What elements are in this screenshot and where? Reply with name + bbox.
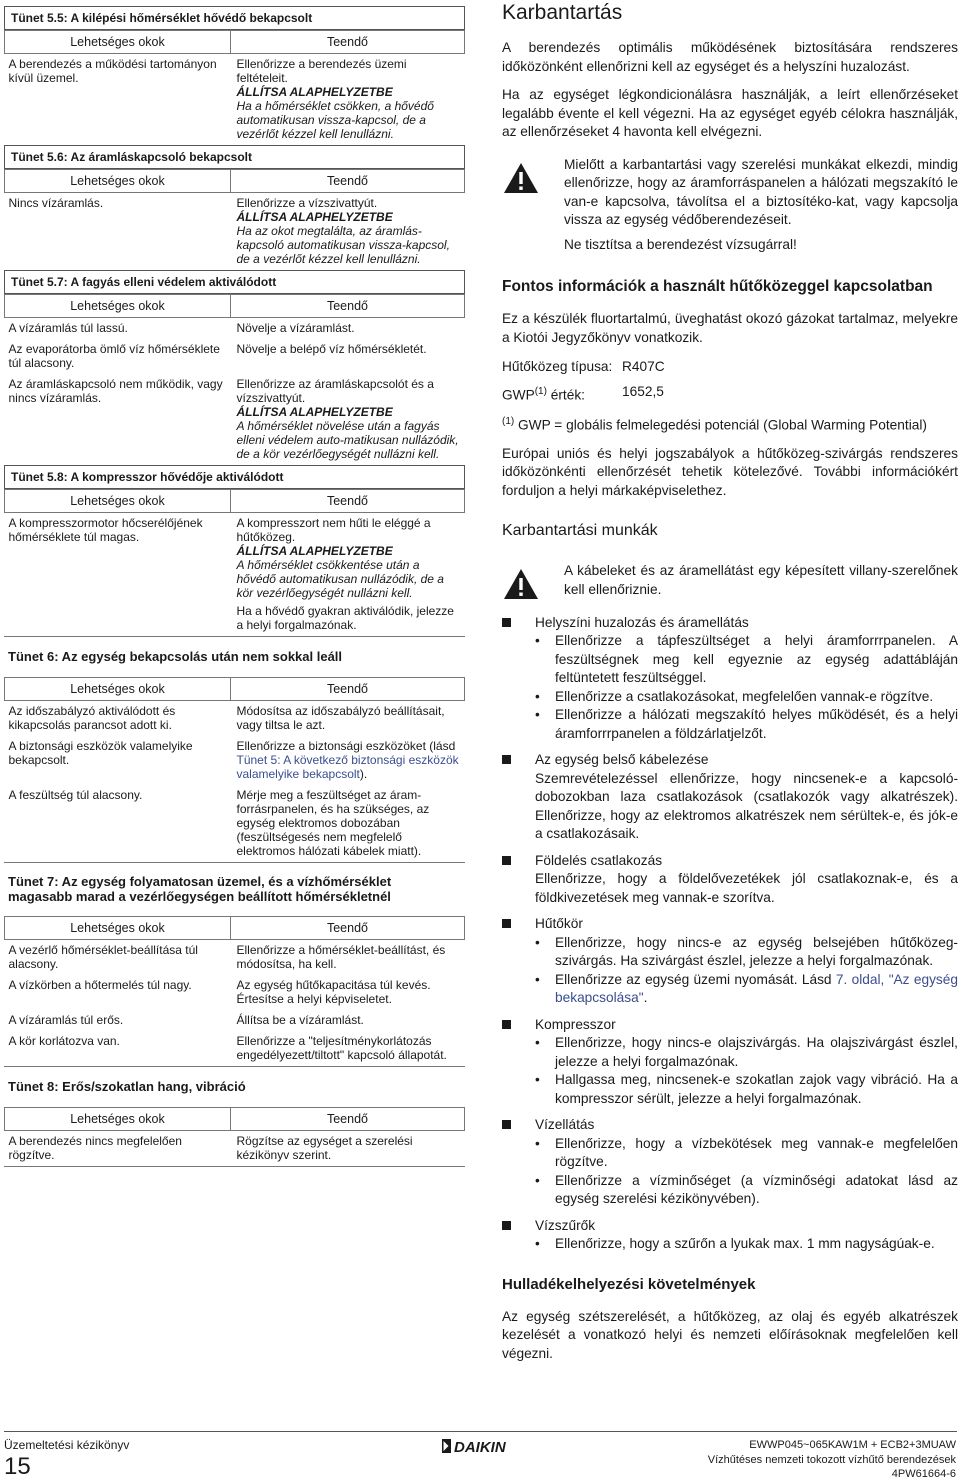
action-cell: Ellenőrizze a vízszivattyút. ÁLLÍTSA ALAPHELYZETBE Ha az okot megtalálta, az áramlás-kapcsoló automatikusan vissza-kapcsol, de a vezérlőt kézzel kell lenullázni. [236,196,450,266]
warning-text: A kábeleket és az áramellátást egy képesített villany-szerelőnek kell ellenőriznie. [564,563,958,597]
symptom-6-table [4,677,465,862]
col-action: Teendő [231,31,465,54]
waste-text: Az egység szétszerelését, a hűtőközeg, az olaj és egyéb alkatrészek kezelését a vonatkozó helyi és nemzeti előírásoknak megfelelően kell végezni. [502,1308,958,1361]
col-cause: Lehetséges okok [5,31,231,54]
symptom-5-5-table [4,30,465,145]
col-cause: Lehetséges okok [5,678,231,701]
square-bullet-icon [502,915,535,1008]
symptom-5-6-table [4,169,465,270]
col-cause: Lehetséges okok [5,917,231,940]
list-item: Az egység belső kábelezése Szemrevételezéssel ellenőrizze, hogy nincsenek-e a kapcsoló-dobozokban laza csatlakozások (csatlakozók vagy alkatrészek). Ellenőrizze, hogy az elektromos alkatrészek nem sérültek-e, és jók-e a csatlakozásaik. [502,751,958,844]
cause-cell: A berendezés nincs megfelelően rögzítve. [8,1134,182,1162]
action-cell: Rögzítse az egységet a szerelési kézikönyv szerint. [236,1134,413,1162]
eu-regulation-text: Európai uniós és helyi jogszabályok a hűtőközeg-szivárgás rendszeres időközönkénti ellenőrzését tehetik kötelezővé. További információkért forduljon a helyi márkaképviselethez. [502,445,958,498]
square-bullet-icon [502,614,535,744]
refrigerant-text: Ez a készülék fluortartalmú, üveghatást okozó gázokat tartalmaz, melyekre a Kiotói Jegyzőkönyv vonatkozik. [502,311,958,345]
col-action: Teendő [231,678,465,701]
list-item: Földelés csatlakozás Ellenőrizze, hogy a földelővezetékek jól csatlakoznak-e, és a földkivezetések meg vannak-e szorítva. [502,852,958,908]
symptom-7-table [4,916,465,1066]
cause-cell: Nincs vízáramlás. [8,196,104,210]
col-cause: Lehetséges okok [5,490,231,513]
col-action: Teendő [231,295,465,318]
list-item: Vízszűrők • Ellenőrizze, hogy a szűrőn a lyukak max. 1 mm nagyságúak-e. [502,1217,958,1254]
cause-cell: A vízkörben a hőtermelés túl nagy. [8,978,192,992]
cause-cell: A vízáramlás túl lassú. [8,321,128,335]
col-action: Teendő [231,490,465,513]
svg-text:DAIKIN: DAIKIN [454,1439,506,1454]
refrigerant-title: Fontos információk a használt hűtőközeggel kapcsolatban [502,278,933,295]
action-cell: Ellenőrizze a hőmérséklet-beállítást, és módosítsa, ha kell. [236,943,446,971]
warning-no-water-jet: Ne tisztítsa a berendezést vízsugárral! [564,236,797,252]
symptom-5-7-title: Tünet 5.7: A fagyás elleni védelem aktiválódott [4,270,465,294]
intro-paragraph-2: Ha az egységet légkondicionálásra használják, a leírt ellenőrzéseket legalább évente el kell végezni. Ha az egységet egyéb célokra használják, az ellenőrzéseket 4 havonta kell elvégezni. [502,87,958,139]
cause-cell: A berendezés a működési tartományon kívül üzemel. [8,57,217,85]
symptom-6-title: Tünet 6: Az egység bekapcsolás után nem sokkal leáll [8,649,343,664]
symptom-5-link[interactable]: Tünet 5: A következő biztonsági eszközök valamelyike bekapcsolt [236,753,459,781]
action-cell: Állítsa be a vízáramlást. [236,1013,364,1027]
symptom-8-title: Tünet 8: Erős/szokatlan hang, vibráció [8,1079,246,1094]
electrician-warning [502,562,958,606]
symptom-5-8-table [4,489,465,636]
gwp-footnote: $^{(1)}$ GWP = globális felmelegedési potenciál (Global Warming Potential) [502,415,927,433]
maintenance-title: Karbantartás [502,1,623,24]
action-cell: Ellenőrizze a "teljesítménykorlátozás engedélyezett/tiltott" kapcsoló állapotát. [236,1034,447,1062]
square-bullet-icon [502,852,535,908]
list-item: Vízellátás • Ellenőrizze, hogy a vízbekötések meg vannak-e megfelelően rögzítve. • Ellenőrizze a vízminőséget (a vízminőségi adatokat lásd az egység szerelési kézikönyvében). [502,1116,958,1209]
gwp-row: GWP$^{(1)}$ érték: 1652,5 [502,383,664,403]
page-number: 15 [4,1453,31,1480]
warning-text: Mielőtt a karbantartási vagy szerelési munkákat elkezdi, mindig ellenőrizze, hogy az áramforráspanelen a hálózati megszakító le van-e kapcsolva, távolítsa el a biztosítéko-kat, vagy kapcsolja vissza az egység védőberendezéseit. [564,156,958,227]
daikin-logo [442,1438,518,1459]
cause-cell: Az evaporátorba ömlő víz hőmérséklete túl alacsony. [8,342,220,370]
maintenance-work-title: Karbantartási munkák [502,522,658,540]
cause-cell: Az áramláskapcsoló nem működik, vagy nincs vízáramlás. [8,377,223,405]
symptom-5-8-title: Tünet 5.8: A kompresszor hővédője aktiválódott [4,465,465,489]
footer-manual-name: Üzemeltetési kézikönyv [4,1438,130,1452]
square-bullet-icon [502,1217,535,1254]
list-item: Kompresszor • Ellenőrizze, hogy nincs-e olajszivárgás. Ha olajszivárgást észlel, jelezze a helyi forgalmazónak. • Hallgassa meg, nincsenek-e szokatlan zajok vagy vibráció. Ha a kompresszor sérült, jelezze a helyi forgalmazónak. [502,1016,958,1109]
cause-cell: A biztonsági eszközök valamelyike bekapcsolt. [8,739,193,767]
warning-icon [502,156,564,255]
symptom-7-title: Tünet 7: Az egység folyamatosan üzemel, és a vízhőmérséklet magasabb marad a vezérlőegységen beállított hőmérsékletnél [8,874,392,904]
action-cell: Ellenőrizze az áramláskapcsolót és a vízszivattyút. ÁLLÍTSA ALAPHELYZETBE A hőmérséklet növelése után a fagyás elleni védelem auto-matikusan nullázódik, de a kör vezérlőegységét nullázni kell. [236,377,459,461]
intro-paragraph-1: A berendezés optimális működésének biztosítására rendszeres időközönként ellenőrizni kell az egységet és a helyszíni huzalozást. [502,40,958,74]
cause-cell: Az időszabályzó aktiválódott és kikapcsolás parancsot adott ki. [8,704,176,732]
cause-cell: A feszültség túl alacsony. [8,788,143,802]
list-item: Hűtőkör • Ellenőrizze, hogy nincs-e az egység belsejében hűtőközeg-szivárgás. Ha szivárgást észlel, jelezze a helyi forgalmazónak. • Ellenőrizze az egység üzemi nyomását. Lásd 7. oldal, "Az egység bekapcsolása". [502,915,958,1008]
warning-icon [502,562,564,606]
unit-startup-link[interactable]: 7. oldal, "Az egység bekapcsolása" [555,971,958,1006]
action-cell: A kompresszort nem hűti le eléggé a hűtőközeg. ÁLLÍTSA ALAPHELYZETBE A hőmérséklet csökkentése után a hővédő automatikusan nullázódik, de a kör vezérlőegységét nullázni kell. Ha a hővédő gyakran aktiválódik, jelezze a helyi forgalmazónak. [236,516,454,632]
list-item: Helyszíni huzalozás és áramellátás • Ellenőrizze a tápfeszültséget a helyi áramforrrpanelen. A feszültségnek meg kell egyeznie az egység adattábláján feltüntetett feszültséggel. • Ellenőrizze a csatlakozásokat, megfelelően vannak-e rögzítve. • Ellenőrizze a hálózati megszakító helyes működését, és a helyi áramforrrpanelen a földzárlatjelzőt. [502,614,958,744]
action-cell: Ellenőrizze a berendezés üzemi feltételeit. ÁLLÍTSA ALAPHELYZETBE Ha a hőmérséklet csökken, a hővédő automatikusan vissza-kapcsol, de a vezérlőt kézzel kell lenullázni. [236,57,434,141]
action-cell: Mérje meg a feszültséget az áram-forrásrpanelen, és ha szükséges, az egység elektromos dobozában (feszültségesés nem megfelelő elektromos hálózati kábelek miatt). [236,788,430,858]
waste-title: Hulladékelhelyezési követelmények [502,1275,756,1293]
troubleshooting-column [4,6,465,1174]
footer-product-info: EWWP045~065KAW1M + ECB2+3MUAW Vízhűtéses nemzeti tokozott vízhűtő berendezések 4PW61664-6 [707,1439,956,1480]
col-cause: Lehetséges okok [5,1108,231,1131]
symptom-5-5-title: Tünet 5.5: A kilépési hőmérséklet hővédő bekapcsolt [4,6,465,30]
action-cell: Az egység hűtőkapacitása túl kevés. Értesítse a helyi képviseletet. [236,978,431,1006]
cause-cell: A vízáramlás túl erős. [8,1013,124,1027]
symptom-8-table [4,1107,465,1166]
safety-warning [502,156,958,255]
footer-divider [4,1431,957,1432]
cause-cell: A vezérlő hőmérséklet-beállítása túl alacsony. [8,943,198,971]
symptom-5-7-table [4,294,465,465]
action-cell: Módosítsa az időszabályzó beállításait, vagy tiltsa le azt. [236,704,445,732]
maintenance-checklist [502,614,958,1254]
cause-cell: A kompresszormotor hőcserélőjének hőmérséklete túl magas. [8,516,203,544]
action-cell: Ellenőrizze a biztonsági eszközöket (lásd Tünet 5: A következő biztonsági eszközök valamelyike bekapcsolt). [236,739,459,781]
refrigerant-type-row: Hűtőközeg típusa: R407C [502,359,665,374]
col-action: Teendő [231,170,465,193]
square-bullet-icon [502,1116,535,1209]
col-action: Teendő [231,1108,465,1131]
maintenance-column [502,0,958,1363]
symptom-5-6-title: Tünet 5.6: Az áramláskapcsoló bekapcsolt [4,145,465,169]
col-cause: Lehetséges okok [5,295,231,318]
action-cell: Növelje a vízáramlást. [236,321,355,335]
square-bullet-icon [502,751,535,844]
col-cause: Lehetséges okok [5,170,231,193]
col-action: Teendő [231,917,465,940]
cause-cell: A kör korlátozva van. [8,1034,120,1048]
action-cell: Növelje a belépő víz hőmérsékletét. [236,342,427,356]
square-bullet-icon [502,1016,535,1109]
